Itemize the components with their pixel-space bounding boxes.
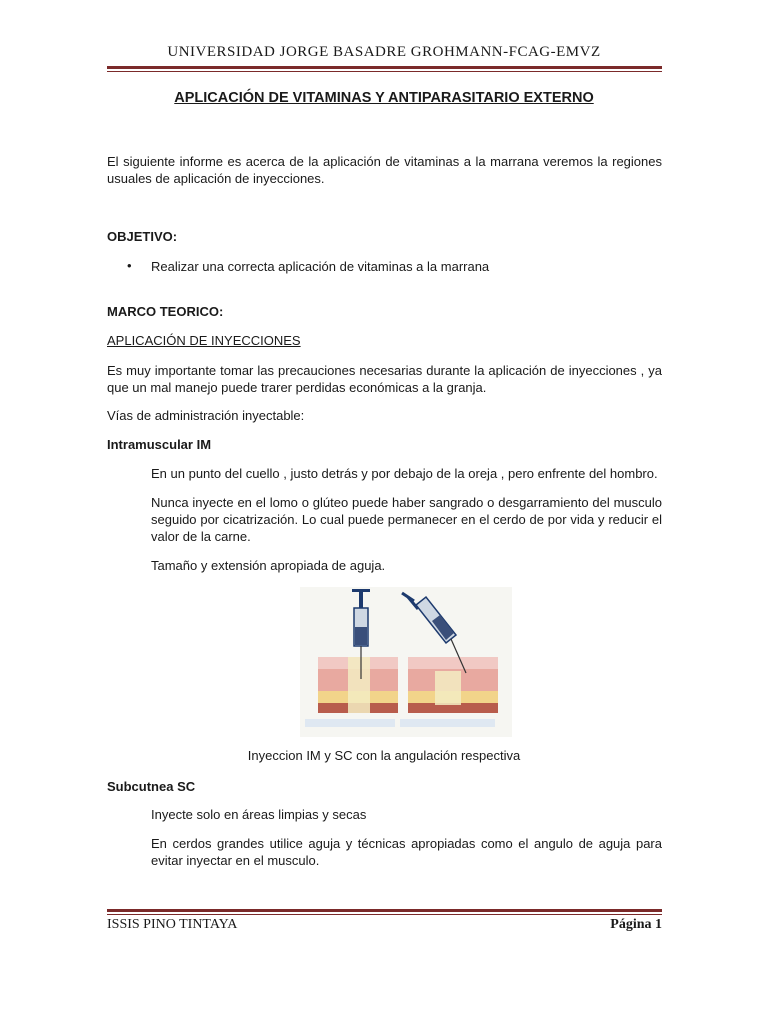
- document-title: APLICACIÓN DE VITAMINAS Y ANTIPARASITARIO EXTERNO: [174, 90, 594, 106]
- objective-item: Realizar una correcta aplicación de vitaminas a la marrana: [151, 259, 490, 274]
- im-heading: Intramuscular IM: [107, 437, 212, 452]
- figure-caption: Inyeccion IM y SC con la angulación respectiva: [247, 748, 521, 763]
- footer-rule: [107, 909, 662, 915]
- sc-heading: Subcutnea SC: [107, 779, 196, 794]
- routes-label: Vías de administración inyectable:: [107, 408, 305, 423]
- im-paragraph-2: Nunca inyecte en el lomo o glúteo puede haber sangrado o desgarramiento del musculo seguido por cicatrización. Lo cual puede permanecer en el cerdo de por vida y reducir el valor de la carne.: [151, 495, 662, 544]
- sc-paragraph-2: En cerdos grandes utilice aguja y técnicas apropiadas como el angulo de aguja para evitar inyectar en el musculo.: [151, 836, 662, 868]
- injections-subheading: APLICACIÓN DE INYECCIONES: [107, 333, 301, 348]
- framework-heading: MARCO TEORICO:: [107, 304, 224, 319]
- bullet-dot: •: [127, 258, 132, 273]
- objective-heading: OBJETIVO:: [107, 229, 178, 244]
- injections-paragraph: Es muy importante tomar las precauciones necesarias durante la aplicación de inyecciones , ya que un mal manejo puede trarer perdidas económicas a la granja.: [107, 363, 662, 395]
- injection-figure: [300, 587, 512, 737]
- intro-paragraph: El siguiente informe es acerca de la aplicación de vitaminas a la marrana veremos la regiones usuales de aplicación de inyecciones.: [107, 154, 662, 186]
- page-header-title: UNIVERSIDAD JORGE BASADRE GROHMANN-FCAG-EMVZ: [167, 44, 601, 60]
- sc-paragraph-1: Inyecte solo en áreas limpias y secas: [151, 807, 367, 822]
- im-paragraph-1: En un punto del cuello , justo detrás y por debajo de la oreja , pero enfrente del hombro.: [151, 466, 658, 481]
- footer-page-number: Página 1: [610, 917, 662, 932]
- header-rule: [107, 66, 662, 72]
- injection-illustration: [300, 587, 512, 737]
- footer-author: ISSIS PINO TINTAYA: [107, 917, 238, 932]
- im-paragraph-3: Tamaño y extensión apropiada de aguja.: [151, 558, 386, 573]
